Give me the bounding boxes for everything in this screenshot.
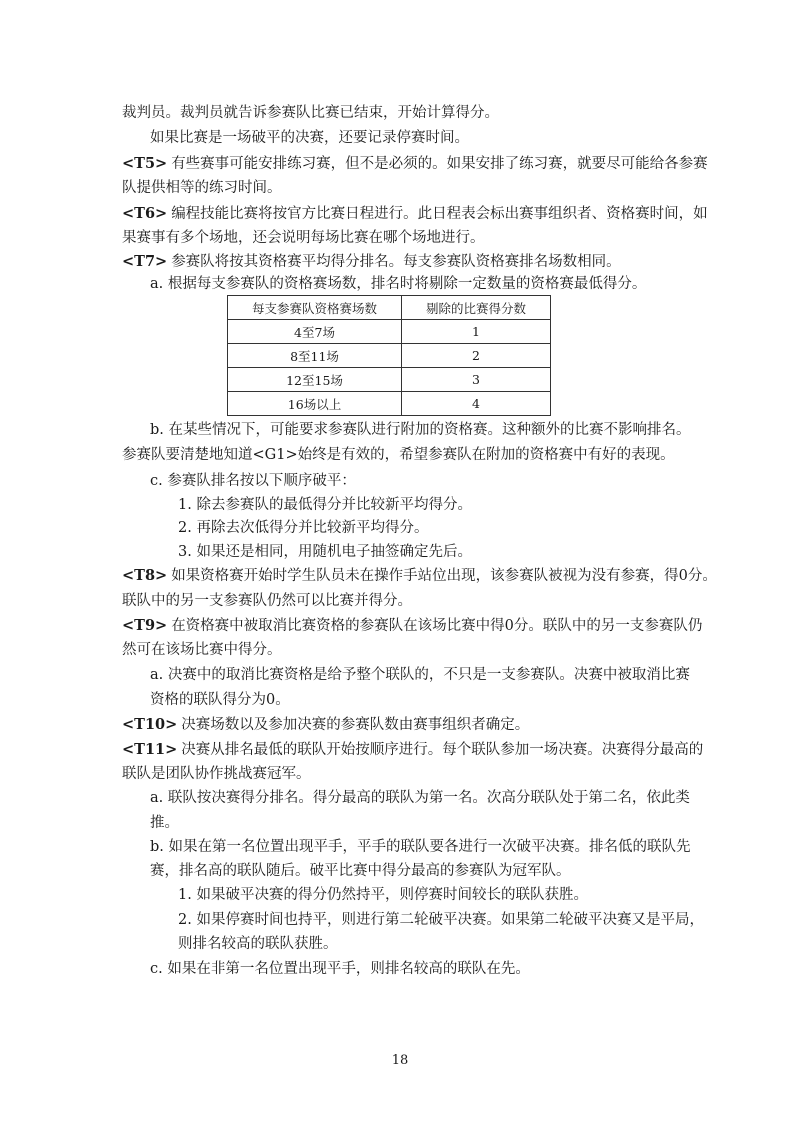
rule-text: 如果资格赛开始时学生队员未在操作手站位出现，该参赛队被视为没有参赛，得0分。	[171, 568, 717, 584]
table-header-cell: 剔除的比赛得分数	[402, 296, 551, 320]
table-cell: 4至7场	[228, 320, 402, 344]
text-line: c. 参赛队排名按以下顺序破平：	[150, 473, 356, 489]
text-line: 1. 如果破平决赛的得分仍然持平，则停赛时间较长的联队获胜。	[178, 887, 588, 903]
rule-t11	[122, 741, 703, 759]
rule-text: 编程技能比赛将按官方比赛日程进行。此日程表会标出赛事组织者、资格赛时间，如	[171, 206, 708, 222]
page-number: 18	[391, 1053, 409, 1068]
table-cell: 12至15场	[228, 368, 402, 392]
table-header-row	[228, 296, 551, 320]
table-row	[228, 392, 551, 416]
rule-text: 有些赛事可能安排练习赛，但不是必须的。如果安排了练习赛，就要尽可能给各参赛	[171, 156, 708, 172]
rule-label: <T7>	[122, 253, 168, 270]
text-line: a. 联队按决赛得分排名。得分最高的联队为第一名。次高分联队处于第二名，依此类	[150, 790, 690, 806]
rule-label: <T9>	[122, 617, 168, 634]
table-row	[228, 344, 551, 368]
text-line: 2. 如果停赛时间也持平，则进行第二轮破平决赛。如果第二轮破平决赛又是平局，	[178, 912, 704, 928]
table-cell: 16场以上	[228, 392, 402, 416]
rule-label: <T10>	[122, 716, 178, 733]
table-row	[228, 368, 551, 392]
text-line: 然可在该场比赛中得分。	[122, 642, 282, 658]
text-line: 推。	[150, 815, 179, 831]
text-line: 资格的联队得分为0。	[150, 692, 290, 708]
rule-t6	[122, 205, 708, 223]
table-cell: 4	[402, 392, 551, 416]
table-cell: 2	[402, 344, 551, 368]
text-line: 1. 除去参赛队的最低得分并比较新平均得分。	[178, 497, 472, 513]
text-line: b. 在某些情况下，可能要求参赛队进行附加的资格赛。这种额外的比赛不影响排名。	[150, 422, 691, 438]
rule-label: <T6>	[122, 205, 168, 222]
text-line: 联队是团队协作挑战赛冠军。	[122, 766, 311, 782]
text-line: 参赛队要清楚地知道<G1>始终是有效的，希望参赛队在附加的资格赛中有好的表现。	[122, 447, 675, 463]
table-cell: 8至11场	[228, 344, 402, 368]
table-cell: 3	[402, 368, 551, 392]
text-line: 2. 再除去次低得分并比较新平均得分。	[178, 520, 429, 536]
score-drop-table	[227, 295, 551, 416]
text-line: 果赛事有多个场地，还会说明每场比赛在哪个场地进行。	[122, 230, 485, 246]
text-line: c. 如果在非第一名位置出现平手，则排名较高的联队在先。	[150, 961, 530, 977]
text-line: a. 根据每支参赛队的资格赛场数，排名时将剔除一定数量的资格赛最低得分。	[150, 276, 647, 292]
rule-label: <T11>	[122, 741, 178, 758]
text-line: 联队中的另一支参赛队仍然可以比赛并得分。	[122, 593, 412, 609]
rule-t10	[122, 716, 529, 734]
rule-t5	[122, 155, 708, 173]
table-header-cell: 每支参赛队资格赛场数	[228, 296, 402, 320]
rule-t9	[122, 617, 702, 635]
text-line: b. 如果在第一名位置出现平手，平手的联队要各进行一次破平决赛。排名低的联队先	[150, 839, 691, 855]
text-line: 裁判员。裁判员就告诉参赛队比赛已结束，开始计算得分。	[122, 105, 499, 121]
rule-label: <T5>	[122, 155, 168, 172]
text-line: 如果比赛是一场破平的决赛，还要记录停赛时间。	[150, 130, 469, 146]
rule-text: 参赛队将按其资格赛平均得分排名。每支参赛队资格赛排名场数相同。	[171, 254, 621, 270]
text-line: 3. 如果还是相同，用随机电子抽签确定先后。	[178, 544, 472, 560]
rule-text: 在资格赛中被取消比赛资格的参赛队在该场比赛中得0分。联队中的另一支参赛队仍	[171, 618, 703, 634]
table-cell: 1	[402, 320, 551, 344]
rule-t7	[122, 253, 621, 271]
table-row	[228, 320, 551, 344]
rule-text: 决赛从排名最低的联队开始按顺序进行。每个联队参加一场决赛。决赛得分最高的	[181, 742, 704, 758]
rule-t8	[122, 567, 717, 585]
text-line: a. 决赛中的取消比赛资格是给予整个联队的，不只是一支参赛队。决赛中被取消比赛	[150, 667, 690, 683]
rule-label: <T8>	[122, 567, 168, 584]
rule-text: 决赛场数以及参加决赛的参赛队数由赛事组织者确定。	[181, 717, 530, 733]
text-line: 则排名较高的联队获胜。	[178, 936, 338, 952]
text-line: 队提供相等的练习时间。	[122, 180, 282, 196]
text-line: 赛，排名高的联队随后。破平比赛中得分最高的参赛队为冠军队。	[150, 863, 571, 879]
